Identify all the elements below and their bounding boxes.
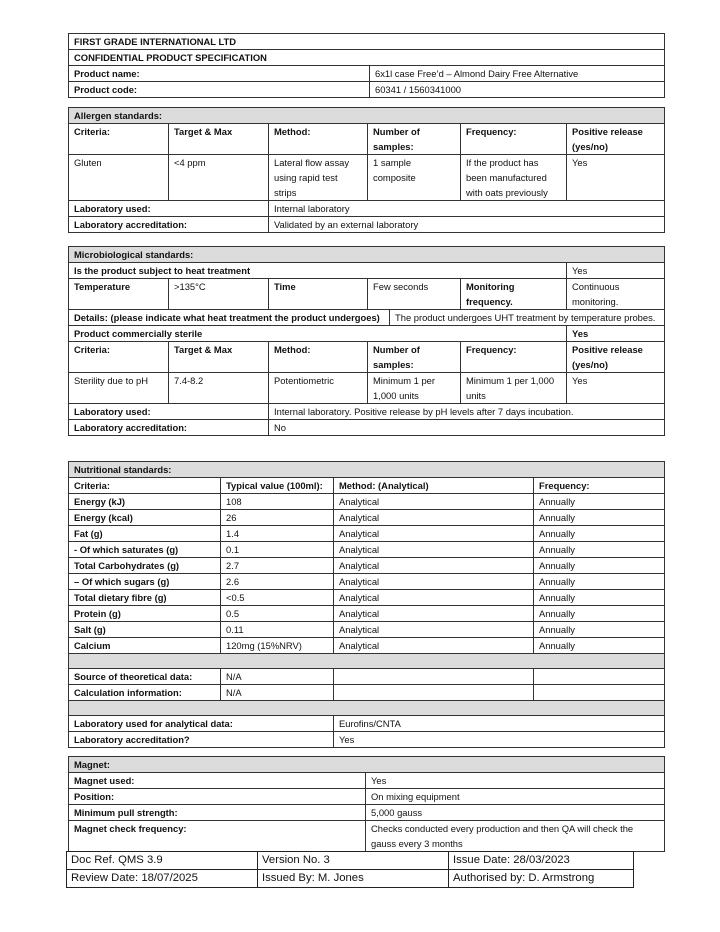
calculation-value: N/A [221,685,334,701]
nutrient-frequency: Annually [534,590,665,606]
nutrient-value: 2.7 [221,558,334,574]
magnet-position-label: Position: [69,789,366,805]
analytical-lab-value: Eurofins/CNTA [334,716,665,732]
nutrient-value: 1.4 [221,526,334,542]
monitoring-label: Monitoring frequency. [461,279,567,310]
nutrition-accreditation-value: Yes [334,732,665,748]
allergen-table [68,107,665,233]
magnet-frequency-label: Magnet check frequency: [69,821,366,852]
nutrient-name: Energy (kcal) [69,510,221,526]
details-label: Details: (please indicate what heat treatment the product undergoes) [69,310,390,326]
issue-date: Issue Date: 28/03/2023 [449,852,634,870]
micro-lab-accreditation-label: Laboratory accreditation: [69,420,269,436]
doc-ref: Doc Ref. QMS 3.9 [67,852,258,870]
allergen-header-target: Target & Max [169,124,269,155]
micro-target: 7.4-8.2 [169,373,269,404]
allergen-criteria: Gluten [69,155,169,201]
micro-frequency: Minimum 1 per 1,000 units [461,373,567,404]
issued-by: Issued By: M. Jones [258,870,449,888]
nutrient-method: Analytical [334,510,534,526]
monitoring-value: Continuous monitoring. [567,279,665,310]
micro-header-release: Positive release (yes/no) [567,342,665,373]
micro-lab-used-label: Laboratory used: [69,404,269,420]
nutrient-name: Salt (g) [69,622,221,638]
details-value: The product undergoes UHT treatment by temperature probes. [390,310,665,326]
temperature-label: Temperature [69,279,169,310]
nutrition-row [69,558,665,574]
nutrient-frequency: Annually [534,558,665,574]
header-table [68,33,665,98]
magnet-position-value: On mixing equipment [366,789,665,805]
analytical-lab-label: Laboratory used for analytical data: [69,716,334,732]
micro-header-method: Method: [269,342,368,373]
nutrition-table [68,461,665,748]
company-name: FIRST GRADE INTERNATIONAL LTD [69,34,665,50]
nutrient-method: Analytical [334,606,534,622]
magnet-pull-value: 5,000 gauss [366,805,665,821]
version-number: Version No. 3 [258,852,449,870]
micro-header-criteria: Criteria: [69,342,169,373]
source-empty-1 [334,669,534,685]
micro-header-samples: Number of samples: [368,342,461,373]
micro-table [68,246,665,436]
allergen-header-frequency: Frequency: [461,124,567,155]
commercially-sterile-label: Product commercially sterile [69,326,567,342]
nutrient-method: Analytical [334,638,534,654]
magnet-frequency-value: Checks conducted every production and then QA will check the gauss every 3 months [366,821,665,852]
source-theoretical-label: Source of theoretical data: [69,669,221,685]
footer-table [66,851,634,888]
micro-header-frequency: Frequency: [461,342,567,373]
calc-empty-2 [534,685,665,701]
nutrient-value: 108 [221,494,334,510]
micro-header-target: Target & Max [169,342,269,373]
heat-treatment-answer: Yes [567,263,665,279]
nutrient-method: Analytical [334,590,534,606]
nutrient-frequency: Annually [534,542,665,558]
nutrition-row [69,526,665,542]
nutrition-header-method: Method: (Analytical) [334,478,534,494]
nutrient-name: Fat (g) [69,526,221,542]
allergen-title: Allergen standards: [69,108,665,124]
allergen-frequency: If the product has been manufactured with oats previously [461,155,567,201]
nutrient-value: 0.11 [221,622,334,638]
allergen-lab-accreditation: Validated by an external laboratory [269,217,665,233]
micro-samples: Minimum 1 per 1,000 units [368,373,461,404]
product-name-label: Product name: [69,66,370,82]
allergen-lab-accreditation-label: Laboratory accreditation: [69,217,269,233]
heat-treatment-question: Is the product subject to heat treatment [69,263,567,279]
nutrient-name: Total Carbohydrates (g) [69,558,221,574]
allergen-release: Yes [567,155,665,201]
nutrient-value: 2.6 [221,574,334,590]
source-theoretical-value: N/A [221,669,334,685]
nutrient-name: - Of which saturates (g) [69,542,221,558]
nutrient-value: 26 [221,510,334,526]
nutrient-frequency: Annually [534,574,665,590]
allergen-lab-used: Internal laboratory [269,201,665,217]
allergen-header-release: Positive release (yes/no) [567,124,665,155]
micro-lab-used: Internal laboratory. Positive release by pH levels after 7 days incubation. [269,404,665,420]
allergen-header-method: Method: [269,124,368,155]
micro-title: Microbiological standards: [69,247,665,263]
magnet-pull-label: Minimum pull strength: [69,805,366,821]
nutrition-header-criteria: Criteria: [69,478,221,494]
micro-criteria: Sterility due to pH [69,373,169,404]
nutrition-row [69,638,665,654]
nutrient-frequency: Annually [534,510,665,526]
micro-method: Potentiometric [269,373,368,404]
nutrient-value: 120mg (15%NRV) [221,638,334,654]
document-type: CONFIDENTIAL PRODUCT SPECIFICATION [69,50,665,66]
nutrition-divider [69,654,665,669]
nutrient-method: Analytical [334,542,534,558]
micro-lab-accreditation: No [269,420,665,436]
nutrition-row [69,606,665,622]
nutrient-name: Calcium [69,638,221,654]
magnet-table [68,756,665,852]
nutrition-accreditation-label: Laboratory accreditation? [69,732,334,748]
allergen-header-criteria: Criteria: [69,124,169,155]
nutrition-divider-2 [69,701,665,716]
product-name-value: 6x1l case Free’d – Almond Dairy Free Alternative [370,66,665,82]
time-value: Few seconds [368,279,461,310]
nutrition-row [69,622,665,638]
nutrient-name: Protein (g) [69,606,221,622]
nutrient-name: Energy (kJ) [69,494,221,510]
allergen-header-samples: Number of samples: [368,124,461,155]
nutrient-value: 0.5 [221,606,334,622]
nutrition-row [69,574,665,590]
nutrition-row [69,590,665,606]
nutrient-value: 0.1 [221,542,334,558]
allergen-target: <4 ppm [169,155,269,201]
product-code-label: Product code: [69,82,370,98]
calculation-label: Calculation information: [69,685,221,701]
source-empty-2 [534,669,665,685]
allergen-method: Lateral flow assay using rapid test strips [269,155,368,201]
nutrient-frequency: Annually [534,638,665,654]
nutrient-name: Total dietary fibre (g) [69,590,221,606]
magnet-used-value: Yes [366,773,665,789]
allergen-samples: 1 sample composite [368,155,461,201]
allergen-lab-used-label: Laboratory used: [69,201,269,217]
nutrition-row [69,510,665,526]
nutrient-frequency: Annually [534,526,665,542]
nutrient-frequency: Annually [534,494,665,510]
product-code-value: 60341 / 1560341000 [370,82,665,98]
nutrient-method: Analytical [334,558,534,574]
nutrient-value: <0.5 [221,590,334,606]
magnet-used-label: Magnet used: [69,773,366,789]
commercially-sterile-value: Yes [567,326,665,342]
nutrient-method: Analytical [334,622,534,638]
time-label: Time [269,279,368,310]
micro-release: Yes [567,373,665,404]
nutrient-name: – Of which sugars (g) [69,574,221,590]
nutrition-title: Nutritional standards: [69,462,665,478]
calc-empty-1 [334,685,534,701]
nutrition-header-frequency: Frequency: [534,478,665,494]
nutrient-frequency: Annually [534,606,665,622]
nutrient-method: Analytical [334,526,534,542]
nutrition-row [69,494,665,510]
nutrient-method: Analytical [334,574,534,590]
review-date: Review Date: 18/07/2025 [67,870,258,888]
nutrition-row [69,542,665,558]
nutrition-header-typical: Typical value (100ml): [221,478,334,494]
temperature-value: >135°C [169,279,269,310]
authorised-by: Authorised by: D. Armstrong [449,870,634,888]
nutrition-rows [69,494,665,654]
magnet-title: Magnet: [69,757,665,773]
nutrient-method: Analytical [334,494,534,510]
nutrient-frequency: Annually [534,622,665,638]
